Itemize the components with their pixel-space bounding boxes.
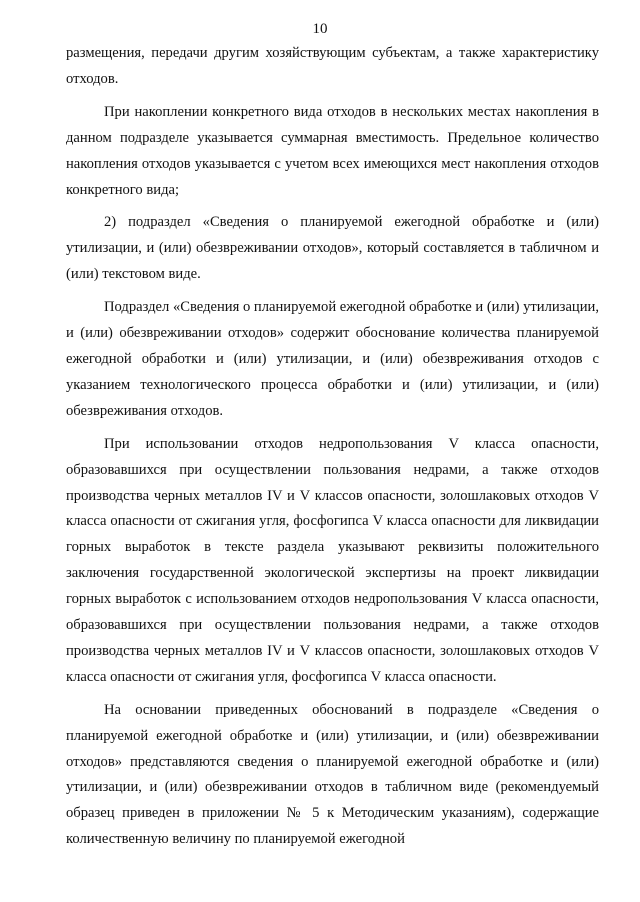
paragraph-subsection-content: Подраздел «Сведения о планируемой ежегодной обработке и (или) утилизации, и (или) обезвреживании отходов» содержит обоснование количества планируемой ежегодной обработки и (или) утилизации, и (или) обезвреживания отходов с указанием технологического процесса обработки и (или) утилизации, и (или) обезвреживания отходов. — [66, 299, 599, 419]
document-body — [66, 41, 599, 853]
paragraph-continuation: размещения, передачи другим хозяйствующим субъектам, а также характеристику отходов. — [66, 45, 599, 87]
paragraph-accumulation: При накоплении конкретного вида отходов в нескольких местах накопления в данном подразделе указывается суммарная вместимость. Предельное количество накопления отходов указывается с учетом всех имеющихся мест накопления отходов конкретного вида; — [66, 103, 599, 198]
paragraph-table-info: На основании приведенных обоснований в подразделе «Сведения о планируемой ежегодной обработке и (или) утилизации, и (или) обезвреживании отходов» представляются сведения о планируемой ежегодной обработке и (или) утилизации, и (или) обезвреживании отходов в табличном виде (рекомендуемый образец приведен в приложении № 5 к Методическим указаниям), содержащие количественную величину по планируемой ежегодной — [66, 701, 599, 848]
paragraph-mining-waste: При использовании отходов недропользования V класса опасности, образовавшихся при осуществлении пользования недрами, а также отходов производства черных металлов IV и V классов опасности, золошлаковых отходов V класса опасности от сжигания угля, фосфогипса V класса опасности для ликвидации горных выработок в тексте раздела указывают реквизиты положительного заключения государственной экологической экспертизы на проект ликвидации горных выработок с использованием отходов недропользования V класса опасности, образовавшихся при осуществлении пользования недрами, а также отходов производства черных металлов IV и V классов опасности, золошлаковых отходов V класса опасности от сжигания угля, фосфогипса V класса опасности. — [66, 435, 599, 685]
page-number: 10 — [312, 21, 328, 37]
paragraph-subsection-2: 2) подраздел «Сведения о планируемой ежегодной обработке и (или) утилизации, и (или) обезвреживании отходов», который составляется в табличном и (или) текстовом виде. — [66, 214, 599, 283]
